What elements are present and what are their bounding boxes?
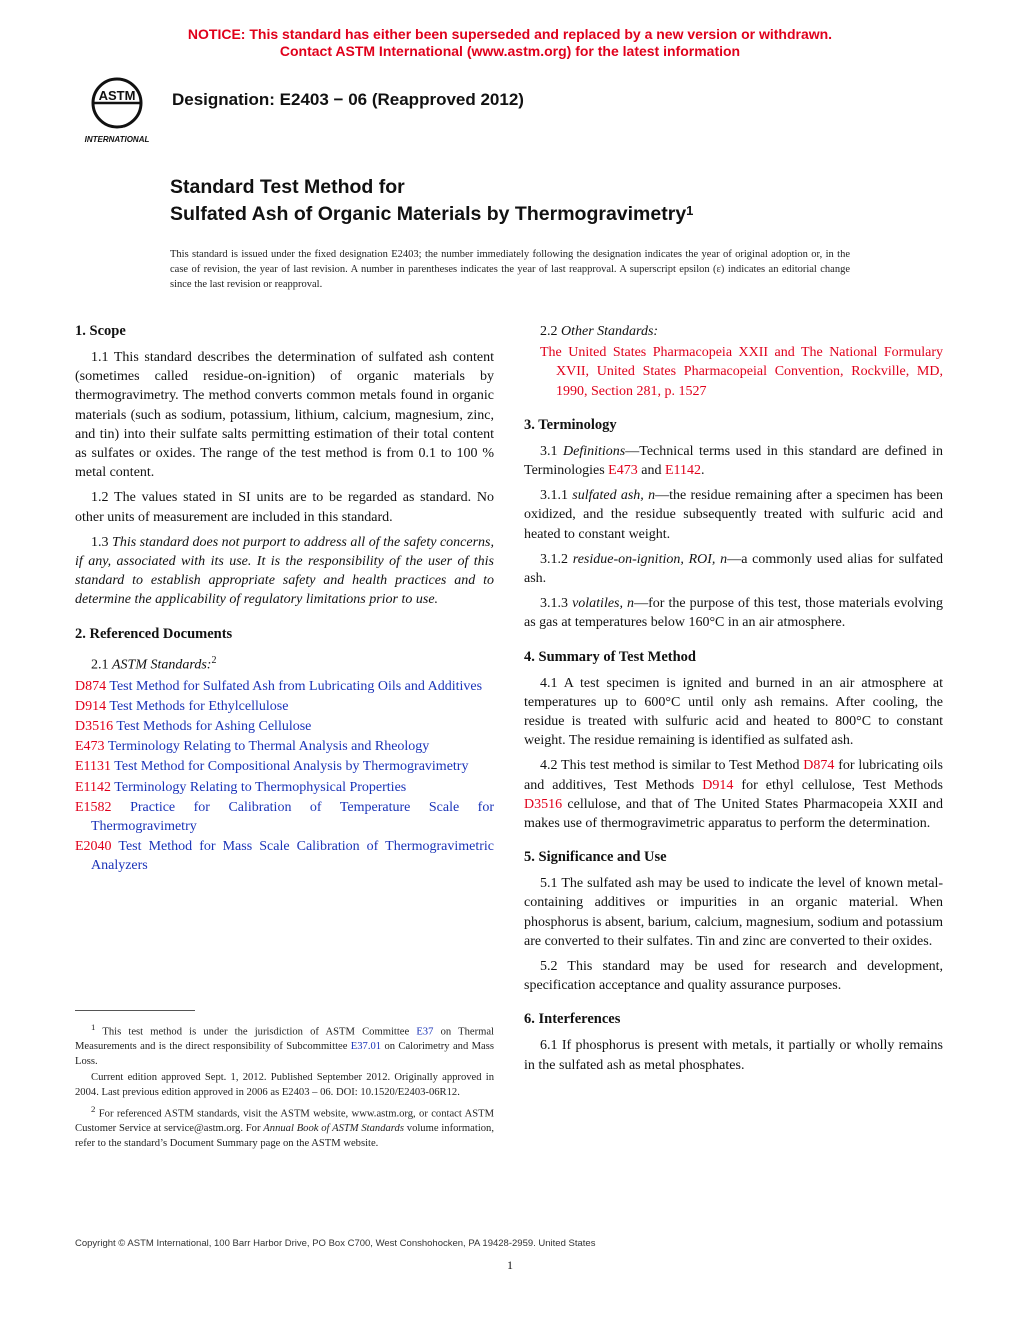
reference-item[interactable] — [75, 717, 494, 736]
reference-code: E473 — [75, 739, 105, 755]
definition-volatiles: 3.1.3 volatiles, n—for the purpose of this test, those materials evolving as gas at temperatures below 160°C in an air atmosphere. — [524, 596, 943, 631]
footnote-1-edition: Current edition approved Sept. 1, 2012. Published September 2012. Originally approved in 2004. Last previous edition approved in 2006 as E2403 – 06. DOI: 10.1520/E2403-06R12. — [75, 1071, 494, 1098]
preamble: This standard is issued under the fixed designation E2403; the number immediately following the designation indicates the year of original adoption or, in the case of revision, the year of last revision. A number in parentheses indicates the year of last reapproval. A superscript epsilon (ε) indicates an editorial change since the last revision or reapproval. — [170, 249, 850, 290]
term-link-e1142[interactable]: E1142 — [664, 463, 701, 479]
reference-item[interactable] — [75, 697, 494, 716]
paragraph-6-1: 6.1 If phosphorus is present with metals, it partially or wholly remains in the sulfated ash as metal phosphates. — [524, 1038, 943, 1073]
document-title — [170, 174, 693, 228]
reference-code: E2040 — [75, 839, 112, 855]
section-heading-summary: 4. Summary of Test Method — [524, 648, 696, 665]
reference-code: D3516 — [75, 718, 114, 734]
reference-item[interactable] — [75, 798, 494, 836]
reference-item[interactable] — [75, 677, 494, 696]
reference-title: Test Methods for Ashing Cellulose — [116, 718, 312, 734]
ref-link-d3516[interactable]: D3516 — [524, 796, 563, 812]
reference-code: D874 — [75, 678, 107, 694]
reference-list — [75, 677, 494, 876]
title-footnote-mark: 1 — [686, 203, 694, 218]
astm-logo — [74, 74, 160, 146]
paragraph-1-2: 1.2 The values stated in SI units are to be regarded as standard. No other units of measurement are included in this standard. — [75, 490, 494, 525]
designation: Designation: E2403 − 06 (Reapproved 2012) — [172, 90, 524, 109]
section-heading-terminology: 3. Terminology — [524, 416, 617, 433]
right-column — [524, 322, 943, 1081]
reference-item-usp[interactable] — [524, 343, 943, 401]
other-standards-label: 2.2 Other Standards: — [540, 324, 659, 339]
notice-line-2: Contact ASTM International (www.astm.org) for the latest information — [279, 43, 741, 59]
footnote-1: $^1$ This test method is under the jurisdiction of ASTM Committee E37 on Thermal Measurements and is the direct responsibility of Subcommittee E37.01 on Calorimetry and Mass Loss. — [75, 1022, 494, 1068]
paragraph-1-1: 1.1 This standard describes the determination of sulfated ash content (sometimes called residue-on-ignition) of organic materials by thermogravimetry. The method converts common metals found in organic materials (such as sodium, potassium, lithium, calcium, magnesium, zinc, and tin) into their sulfate salts permitting estimation of their total content as sulfates or oxides. The range of the test method is from 0.1 to 100 % metal content. — [75, 350, 494, 481]
reference-title: Test Method for Mass Scale Calibration of Thermogravimetric Analyzers — [91, 839, 494, 874]
reference-item[interactable] — [75, 757, 494, 776]
notice-line-1: NOTICE: This standard has either been superseded and replaced by a new version or withdrawn. — [187, 26, 833, 42]
notice-banner — [0, 26, 1020, 60]
footnote-link-subcommittee[interactable]: E37.01 — [350, 1041, 382, 1053]
footnotes — [75, 1020, 494, 1152]
reference-code: E1131 — [75, 759, 112, 775]
ref-link-d914[interactable]: D914 — [702, 777, 734, 793]
definition-residue-on-ignition: 3.1.2 residue-on-ignition, ROI, n—a commonly used alias for sulfated ash. — [524, 551, 944, 587]
section-heading-referenced-documents: 2. Referenced Documents — [75, 625, 233, 642]
title-line-2: Sulfated Ash of Organic Materials by Thermogravimetry$^1$ — [170, 203, 694, 225]
title-line-1: Standard Test Method for — [170, 176, 405, 198]
section-heading-scope: 1. Scope — [75, 323, 126, 339]
page-number: 1 — [507, 1258, 513, 1272]
paragraph-4-1: 4.1 A test specimen is ignited and burned in an air atmosphere at temperatures up to 600°C until only ash remains. After cooling, the residue is treated with sulfuric acid and heated to 800°C to constant weight. The residue remaining is identified as sulfated ash. — [524, 675, 943, 749]
reference-title: Test Method for Sulfated Ash from Lubricating Oils and Additives — [109, 678, 483, 694]
paragraph-1-3: 1.3 This standard does not purport to address all of the safety concerns, if any, associated with its use. It is the responsibility of the user of this standard to establish appropriate safety and health practices and to determine the applicability of regulatory limitations prior to use. — [75, 534, 494, 608]
term-link-e473[interactable]: E473 — [608, 463, 638, 479]
footnote-divider — [75, 1010, 195, 1011]
left-column — [75, 322, 494, 877]
reference-title: Terminology Relating to Thermal Analysis and Rheology — [107, 739, 430, 755]
logo-text: ASTM — [98, 88, 136, 103]
logo-subtext: INTERNATIONAL — [84, 135, 150, 144]
definition-sulfated-ash: 3.1.1 sulfated ash, n—the residue remaining after a specimen has been oxidized, and the residue subsequently treated with sulfuric acid and heated to constant weight. — [524, 488, 944, 542]
reference-code: E1142 — [75, 779, 112, 795]
paragraph-4-2: 4.2 This test method is similar to Test Method D874 for lubricating oils and additives, Test Methods D914 for ethyl cellulose, Test Methods D3516 cellulose, and that of The United States Pharmacopeia XXII and makes use of thermogravimetric apparatus to perform the determination. — [524, 758, 943, 832]
reference-title: Practice for Calibration of Temperature Scale for Thermogravimetry — [91, 799, 494, 834]
copyright-notice: Copyright © ASTM International, 100 Barr Harbor Drive, PO Box C700, West Conshohocken, PA 19428-2959. United States — [75, 1238, 596, 1249]
astm-standards-label: 2.1 ASTM Standards:$^2$ — [91, 654, 217, 673]
footnote-link-committee[interactable]: E37 — [416, 1026, 434, 1038]
reference-title: Test Method for Compositional Analysis by Thermogravimetry — [114, 759, 469, 775]
footnote-2: $^2$ For referenced ASTM standards, visit the ASTM website, www.astm.org, or contact ASTM Customer Service at service@astm.org. For Annual Book of ASTM Standards volume information, refer to the standard’s Document Summary page on the ASTM website. — [75, 1103, 495, 1149]
reference-code: D914 — [75, 698, 107, 714]
reference-title: Terminology Relating to Thermophysical Properties — [114, 779, 407, 795]
paragraph-5-1: 5.1 The sulfated ash may be used to indicate the level of known metal-containing additives or impurities in an organic material. When phosphorus is absent, barium, calcium, magnesium, sodium and potassium are converted to their sulfates. Tin and zinc are converted to their oxides. — [524, 876, 943, 949]
reference-item[interactable] — [75, 778, 494, 797]
reference-item[interactable] — [75, 837, 494, 875]
section-heading-interferences: 6. Interferences — [524, 1011, 621, 1028]
paragraph-3-1: 3.1 Definitions—Technical terms used in this standard are defined in Terminologies E473 and E1142. — [524, 443, 943, 479]
ref-link-d874[interactable]: D874 — [803, 758, 835, 774]
reference-item[interactable] — [75, 737, 494, 756]
paragraph-5-2: 5.2 This standard may be used for research and development, specification acceptance and quality assurance purposes. — [524, 959, 943, 994]
reference-title: The United States Pharmacopeia XXII and The National Formulary XVII, United States Pharmacopeial Convention, Rockville, MD, 1990, Section 281, p. 1527 — [540, 345, 943, 399]
reference-code: E1582 — [75, 799, 112, 815]
section-heading-significance: 5. Significance and Use — [524, 849, 667, 866]
reference-title: Test Methods for Ethylcellulose — [109, 698, 289, 714]
